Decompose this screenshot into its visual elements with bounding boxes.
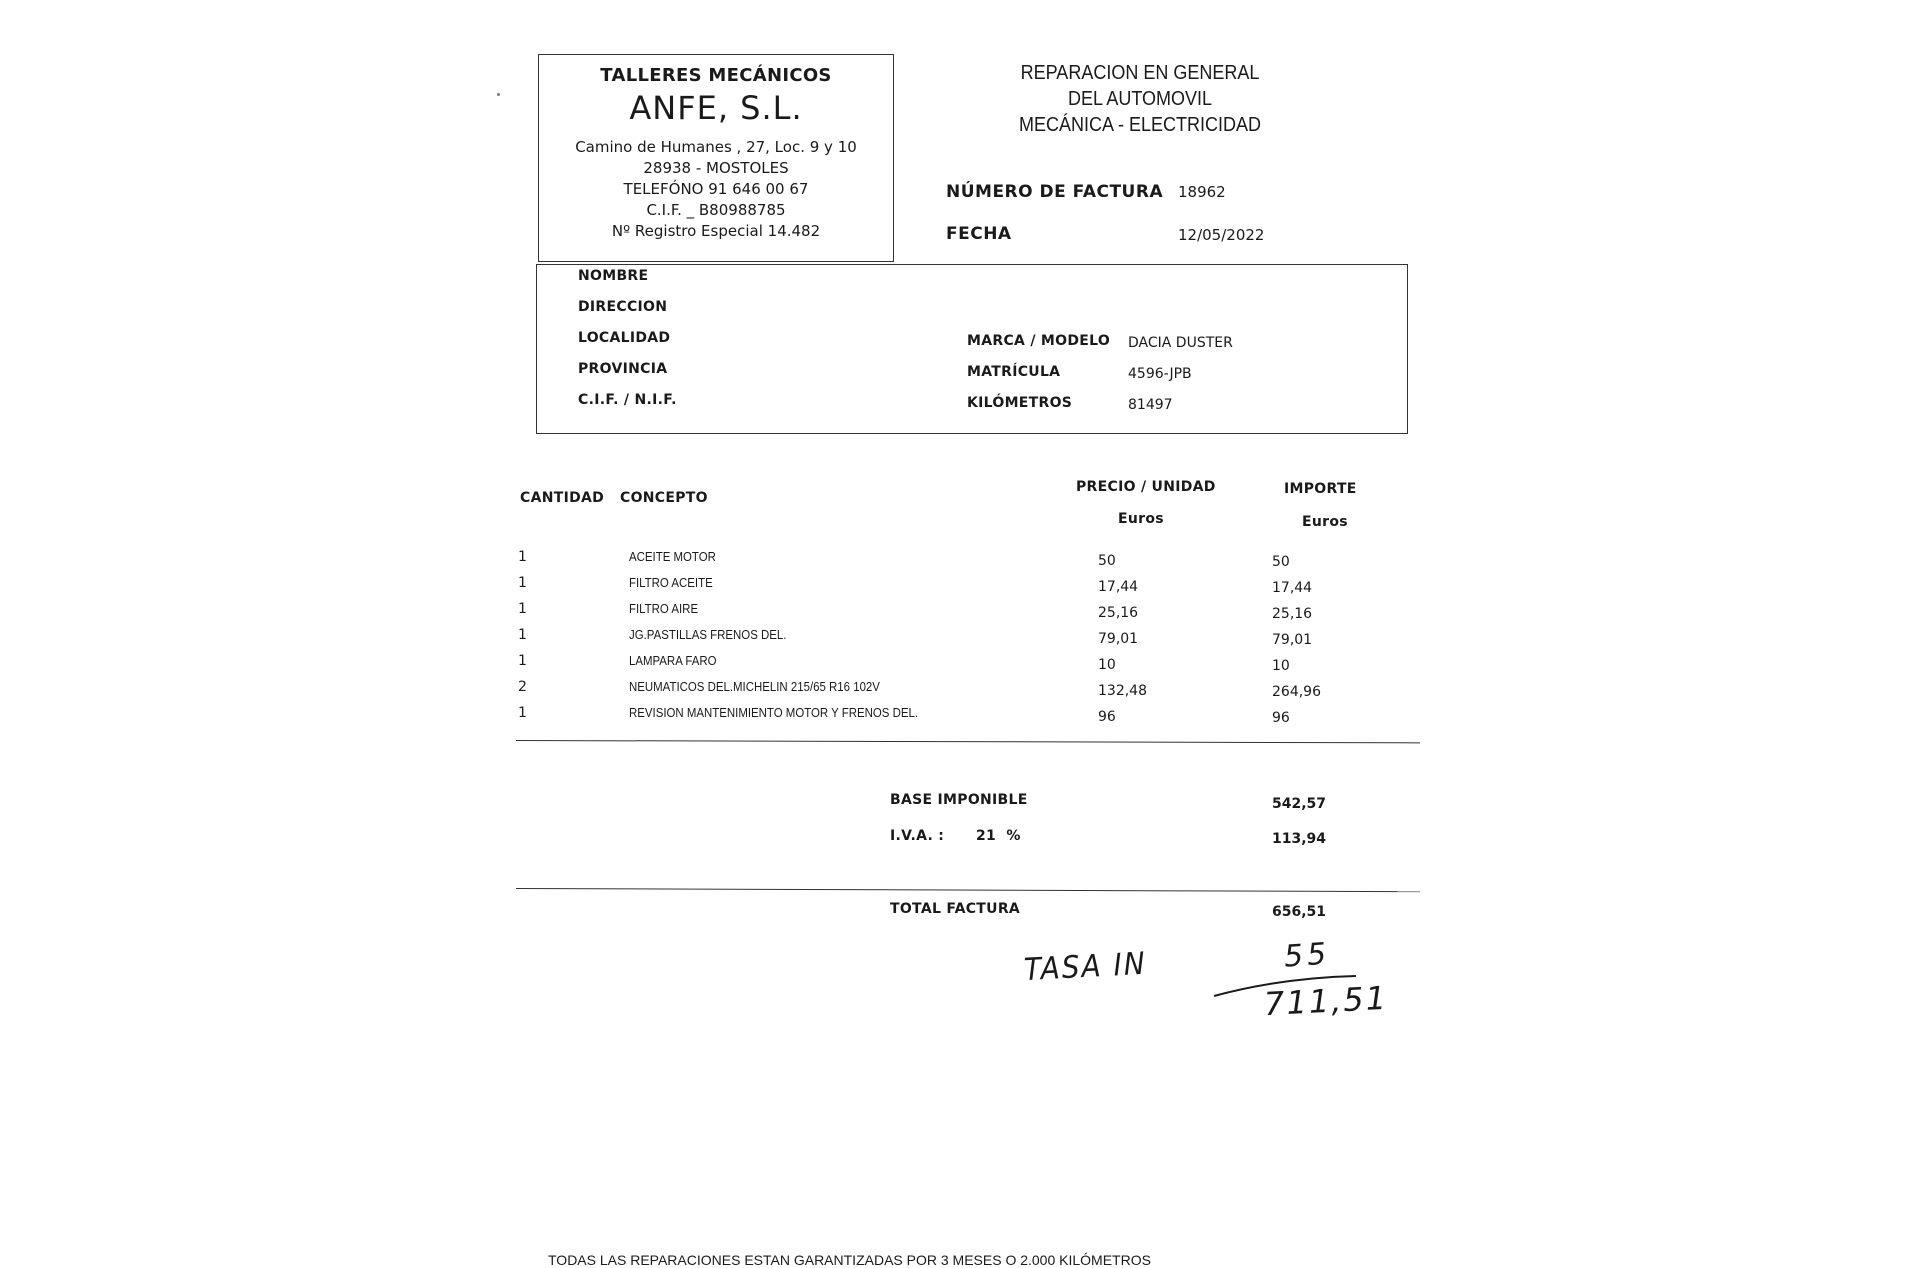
row-5-qty: 1 bbox=[518, 653, 527, 669]
vehicle-marca: DACIA DUSTER bbox=[1128, 335, 1233, 351]
row-1-price: 50 bbox=[1098, 553, 1116, 569]
row-3-concept: FILTRO AIRE bbox=[629, 601, 699, 616]
vehicle-km-label: KILÓMETROS bbox=[967, 395, 1073, 411]
client-nombre-label: NOMBRE bbox=[578, 268, 649, 284]
services-line-2: DEL AUTOMOVIL bbox=[1067, 88, 1213, 110]
col-concept-header: CONCEPTO bbox=[620, 490, 708, 506]
invoice-number-label: NÚMERO DE FACTURA bbox=[946, 182, 1164, 202]
scan-speck bbox=[497, 93, 500, 96]
row-3-amount: 25,16 bbox=[1272, 606, 1313, 622]
row-1-amount: 50 bbox=[1272, 554, 1290, 570]
row-2-qty: 1 bbox=[518, 575, 527, 591]
company-registry: Nº Registro Especial 14.482 bbox=[611, 222, 821, 240]
col-amount-header: IMPORTE bbox=[1284, 481, 1357, 497]
total-factura-value: 656,51 bbox=[1272, 904, 1327, 920]
vehicle-km: 81497 bbox=[1128, 397, 1173, 413]
row-4-amount: 79,01 bbox=[1272, 632, 1313, 648]
row-6-amount: 264,96 bbox=[1272, 684, 1321, 700]
row-7-price: 96 bbox=[1098, 709, 1116, 725]
company-address: Camino de Humanes , 27, Loc. 9 y 10 bbox=[575, 138, 857, 156]
totals-separator bbox=[516, 888, 1420, 892]
client-provincia-label: PROVINCIA bbox=[578, 361, 668, 377]
iva-label: I.V.A. : bbox=[890, 828, 945, 844]
row-6-concept: NEUMATICOS DEL.MICHELIN 215/65 R16 102V bbox=[629, 679, 880, 694]
row-7-concept: REVISION MANTENIMIENTO MOTOR Y FRENOS DEL. bbox=[629, 705, 919, 720]
company-city: 28938 - MOSTOLES bbox=[643, 159, 789, 177]
warranty-footer: TODAS LAS REPARACIONES ESTAN GARANTIZADAS POR 3 MESES O 2.000 KILÓMETROS bbox=[548, 1252, 1151, 1268]
row-6-qty: 2 bbox=[518, 679, 527, 695]
invoice-date-label: FECHA bbox=[946, 224, 1012, 244]
row-5-concept: LAMPARA FARO bbox=[629, 653, 717, 668]
handwritten-fee: 55 bbox=[1282, 936, 1332, 975]
row-5-price: 10 bbox=[1098, 657, 1116, 673]
total-factura-label: TOTAL FACTURA bbox=[890, 901, 1021, 917]
company-phone: TELEFÓNO 91 646 00 67 bbox=[623, 180, 809, 198]
items-separator bbox=[516, 740, 1420, 743]
vehicle-matricula: 4596-JPB bbox=[1128, 366, 1192, 382]
client-cif-label: C.I.F. / N.I.F. bbox=[578, 392, 677, 408]
row-7-amount: 96 bbox=[1272, 710, 1290, 726]
row-1-concept: ACEITE MOTOR bbox=[629, 549, 716, 564]
handwritten-tasa-label: TASA IN bbox=[1023, 945, 1148, 988]
col-qty-header: CANTIDAD bbox=[520, 490, 605, 506]
row-1-qty: 1 bbox=[518, 549, 527, 565]
row-5-amount: 10 bbox=[1272, 658, 1290, 674]
col-price-unit: Euros bbox=[1118, 511, 1164, 527]
row-2-concept: FILTRO ACEITE bbox=[629, 575, 713, 590]
row-7-qty: 1 bbox=[518, 705, 527, 721]
company-name: ANFE, S.L. bbox=[629, 89, 803, 127]
row-3-price: 25,16 bbox=[1098, 605, 1139, 621]
row-2-amount: 17,44 bbox=[1272, 580, 1313, 596]
row-4-qty: 1 bbox=[518, 627, 527, 643]
company-title: TALLERES MECÁNICOS bbox=[600, 65, 832, 86]
base-imponible-label: BASE IMPONIBLE bbox=[890, 792, 1028, 808]
iva-value: 113,94 bbox=[1272, 831, 1327, 847]
col-price-header: PRECIO / UNIDAD bbox=[1076, 479, 1216, 495]
services-line-3: MECÁNICA - ELECTRICIDAD bbox=[1018, 114, 1262, 136]
company-box bbox=[538, 54, 894, 262]
invoice-date: 12/05/2022 bbox=[1178, 226, 1265, 244]
handwritten-grand-total: 711,51 bbox=[1263, 978, 1389, 1024]
vehicle-marca-label: MARCA / MODELO bbox=[967, 333, 1111, 349]
client-direccion-label: DIRECCION bbox=[578, 299, 668, 315]
client-localidad-label: LOCALIDAD bbox=[578, 330, 671, 346]
vehicle-matricula-label: MATRÍCULA bbox=[967, 364, 1061, 380]
base-imponible-value: 542,57 bbox=[1272, 796, 1327, 812]
company-cif: C.I.F. _ B80988785 bbox=[646, 201, 786, 219]
invoice-number: 18962 bbox=[1178, 183, 1226, 201]
row-4-price: 79,01 bbox=[1098, 631, 1139, 647]
row-3-qty: 1 bbox=[518, 601, 527, 617]
col-amount-unit: Euros bbox=[1302, 514, 1348, 530]
row-6-price: 132,48 bbox=[1098, 683, 1147, 699]
row-2-price: 17,44 bbox=[1098, 579, 1139, 595]
row-4-concept: JG.PASTILLAS FRENOS DEL. bbox=[629, 627, 787, 642]
iva-rate: 21 % bbox=[976, 828, 1021, 844]
services-line-1: REPARACION EN GENERAL bbox=[1020, 62, 1260, 84]
